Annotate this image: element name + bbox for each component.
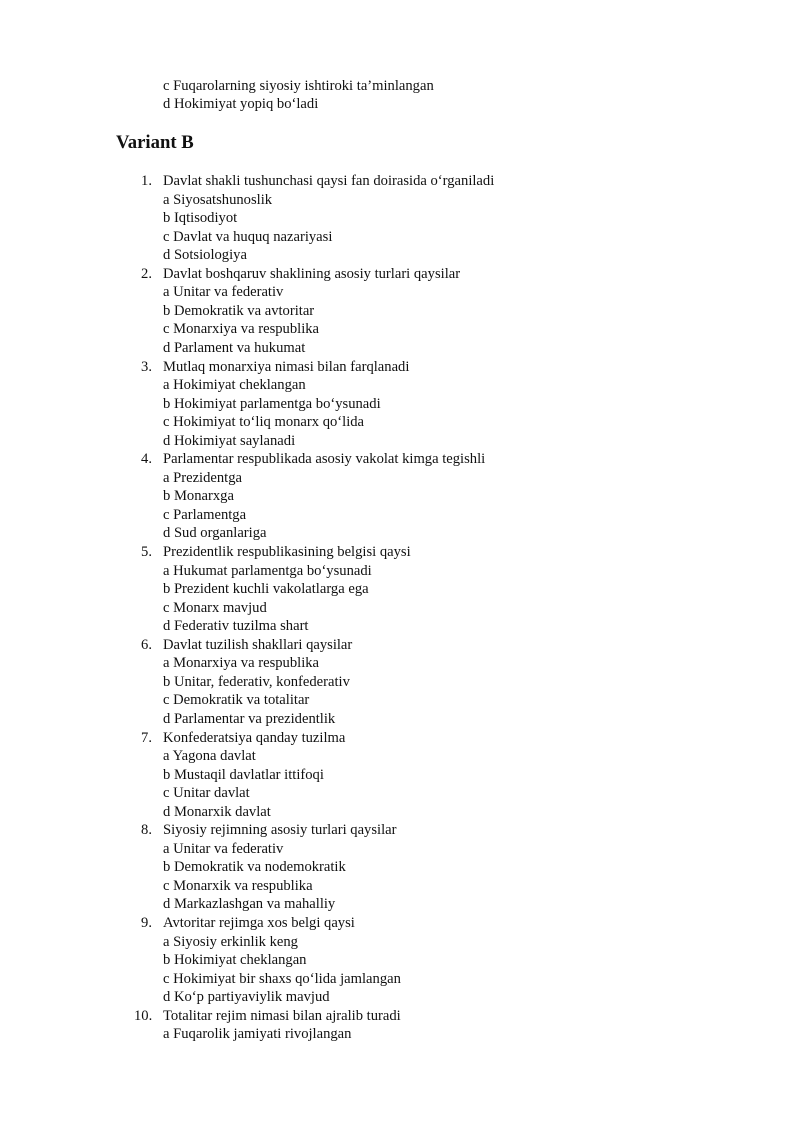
answer-option: c Monarxik va respublika	[163, 878, 313, 894]
question-number: 4.	[141, 451, 152, 467]
question-number: 8.	[141, 822, 152, 838]
question-text: Davlat tuzilish shakllari qaysilar	[163, 637, 353, 653]
question-number: 2.	[141, 266, 152, 282]
answer-option: c Monarxiya va respublika	[163, 321, 320, 337]
answer-option: d Parlament va hukumat	[163, 340, 306, 356]
answer-option: a Prezidentga	[163, 470, 243, 486]
answer-option: c Demokratik va totalitar	[163, 692, 310, 708]
question-text: Prezidentlik respublikasining belgisi qaysi	[163, 544, 411, 560]
answer-option: b Monarxga	[163, 488, 234, 504]
question-text: Parlamentar respublikada asosiy vakolat kimga tegishli	[163, 451, 486, 467]
answer-option: a Unitar va federativ	[163, 284, 284, 300]
answer-option: a Siyosatshunoslik	[163, 192, 273, 208]
answer-option: c Hokimiyat bir shaxs qo‘lida jamlangan	[163, 971, 401, 987]
answer-option: d Federativ tuzilma shart	[163, 618, 309, 634]
question-text: Davlat boshqaruv shaklining asosiy turlari qaysilar	[163, 266, 461, 282]
answer-option: a Monarxiya va respublika	[163, 655, 320, 671]
answer-option: c Unitar davlat	[163, 785, 250, 801]
answer-option: d Markazlashgan va mahalliy	[163, 896, 336, 912]
answer-option: b Hokimiyat parlamentga bo‘ysunadi	[163, 396, 381, 412]
question-number: 9.	[141, 915, 152, 931]
answer-option: a Fuqarolik jamiyati rivojlangan	[163, 1026, 352, 1042]
answer-option: d Parlamentar va prezidentlik	[163, 711, 336, 727]
prev-option-c: c Fuqarolarning siyosiy ishtiroki ta’minlangan	[163, 78, 434, 94]
question-text: Konfederatsiya qanday tuzilma	[163, 730, 346, 746]
answer-option: d Hokimiyat saylanadi	[163, 433, 296, 449]
answer-option: b Demokratik va avtoritar	[163, 303, 315, 319]
answer-option: b Demokratik va nodemokratik	[163, 859, 346, 875]
question-number: 10.	[134, 1008, 153, 1024]
question-text: Avtoritar rejimga xos belgi qaysi	[163, 915, 355, 931]
question-number: 5.	[141, 544, 152, 560]
answer-option: b Hokimiyat cheklangan	[163, 952, 307, 968]
question-text: Mutlaq monarxiya nimasi bilan farqlanadi	[163, 359, 410, 375]
answer-option: a Yagona davlat	[163, 748, 256, 764]
answer-option: c Parlamentga	[163, 507, 247, 523]
question-number: 3.	[141, 359, 152, 375]
answer-option: a Siyosiy erkinlik keng	[163, 934, 298, 950]
answer-option: d Ko‘p partiyaviylik mavjud	[163, 989, 330, 1005]
answer-option: c Monarx mavjud	[163, 600, 267, 616]
prev-option-d: d Hokimiyat yopiq bo‘ladi	[163, 96, 319, 112]
answer-option: c Davlat va huquq nazariyasi	[163, 229, 333, 245]
answer-option: d Sotsiologiya	[163, 247, 247, 263]
answer-option: c Hokimiyat to‘liq monarx qo‘lida	[163, 414, 365, 430]
answer-option: a Unitar va federativ	[163, 841, 284, 857]
question-number: 1.	[141, 173, 152, 189]
section-title: Variant B	[116, 132, 194, 153]
question-text: Siyosiy rejimning asosiy turlari qaysilar	[163, 822, 397, 838]
answer-option: a Hokimiyat cheklangan	[163, 377, 306, 393]
answer-option: b Iqtisodiyot	[163, 210, 238, 226]
question-number: 6.	[141, 637, 152, 653]
answer-option: a Hukumat parlamentga bo‘ysunadi	[163, 563, 372, 579]
question-text: Davlat shakli tushunchasi qaysi fan doirasida o‘rganiladi	[163, 173, 495, 189]
answer-option: d Monarxik davlat	[163, 804, 271, 820]
answer-option: b Prezident kuchli vakolatlarga ega	[163, 581, 369, 597]
answer-option: d Sud organlariga	[163, 525, 267, 541]
answer-option: b Mustaqil davlatlar ittifoqi	[163, 767, 324, 783]
answer-option: b Unitar, federativ, konfederativ	[163, 674, 350, 690]
question-text: Totalitar rejim nimasi bilan ajralib turadi	[163, 1008, 401, 1024]
question-number: 7.	[141, 730, 152, 746]
